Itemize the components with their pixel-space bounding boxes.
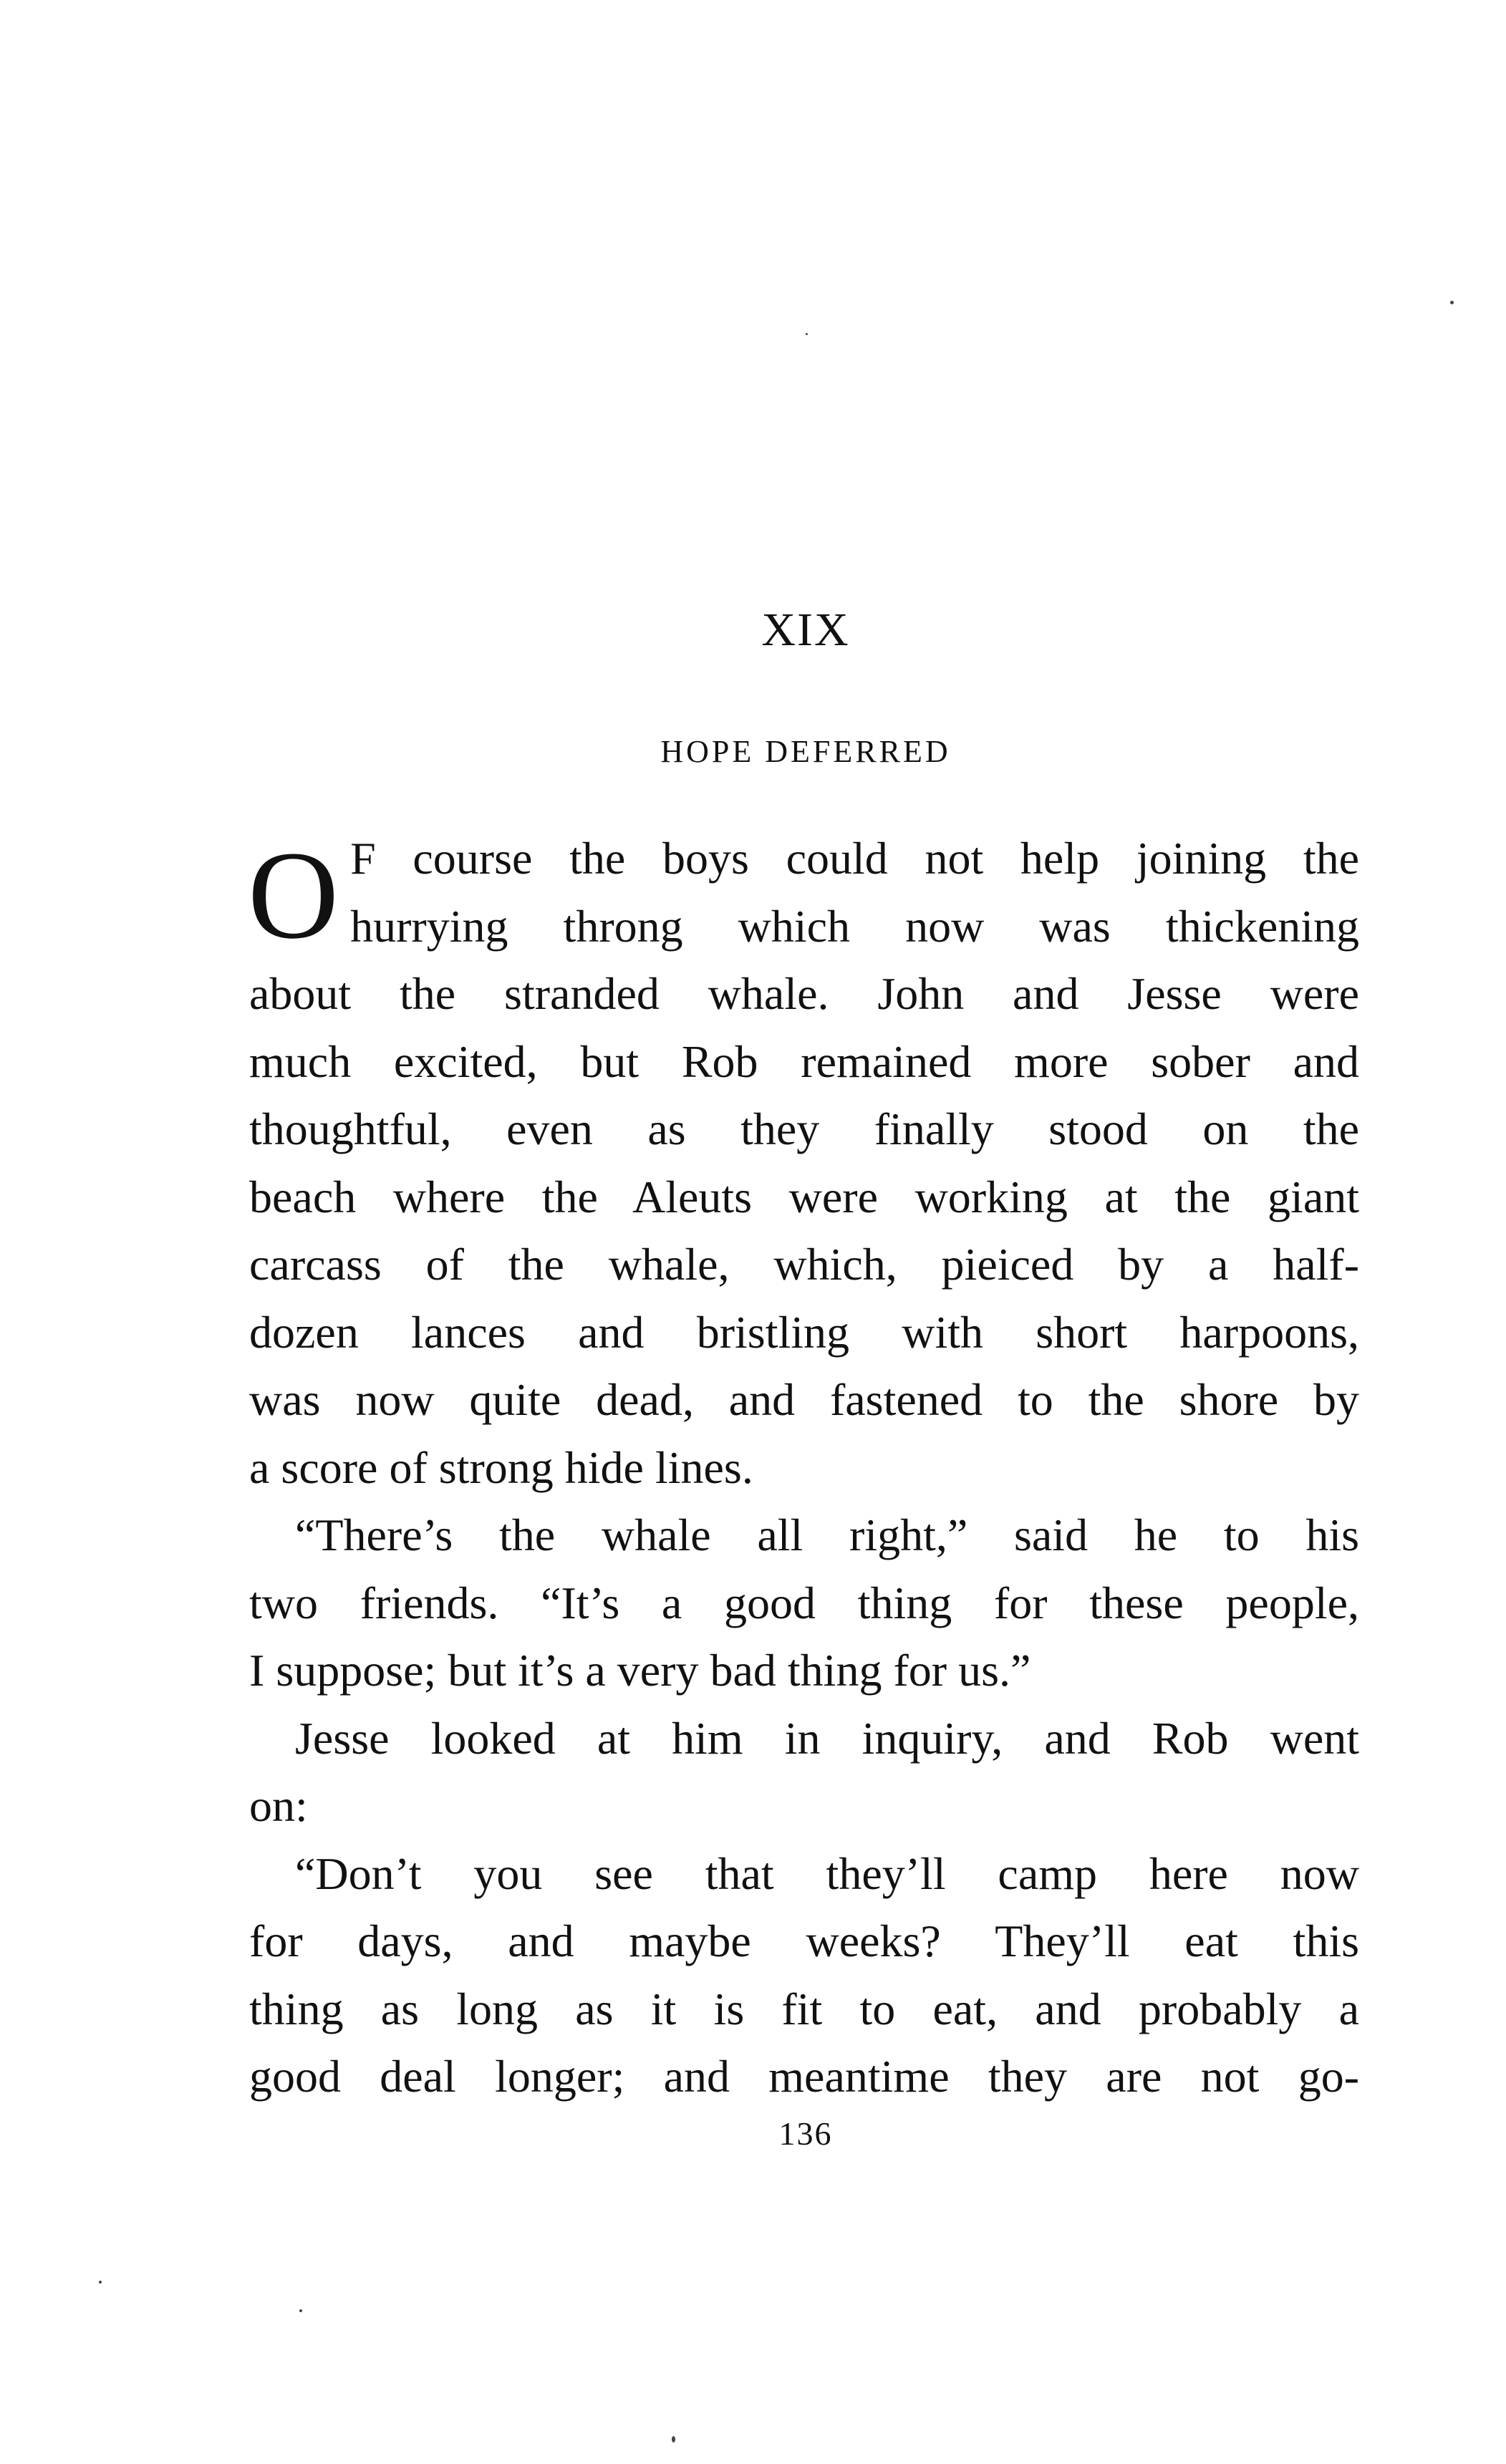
- paragraph-4-line: for days, and maybe weeks? They’ll eat this: [249, 1915, 1359, 1966]
- scan-speck: [1450, 301, 1454, 304]
- paragraph-1-line: a score of strong hide lines.: [249, 1441, 753, 1493]
- paragraph-2-line: I suppose; but it’s a very bad thing for us.”: [249, 1645, 1031, 1696]
- scan-speck: [806, 333, 808, 335]
- paragraph-1-line: F course the boys could not help joining the: [350, 833, 1359, 884]
- paragraph-1-line: about the stranded whale. John and Jesse were: [249, 968, 1359, 1019]
- paragraph-1-line: dozen lances and bristling with short harpoons,: [249, 1306, 1359, 1358]
- paragraph-1-line: beach where the Aleuts were working at the giant: [249, 1171, 1359, 1222]
- drop-cap: O: [248, 826, 339, 965]
- scan-speck: [99, 2281, 102, 2284]
- paragraph-2-line: two friends. “It’s a good thing for these people,: [249, 1577, 1359, 1628]
- page-number: 136: [778, 2115, 833, 2152]
- paragraph-2-line: “There’s the whale all right,” said he to his: [295, 1509, 1359, 1560]
- paragraph-1-line: hurrying throng which now was thickening: [350, 900, 1359, 952]
- paragraph-4-line: thing as long as it is fit to eat, and probably a: [249, 1983, 1359, 2034]
- paragraph-3-line: on:: [249, 1780, 308, 1831]
- paragraph-4-line: good deal longer; and meantime they are not go-: [249, 2051, 1359, 2102]
- scan-speck: [672, 2436, 675, 2443]
- chapter-number: XIX: [761, 604, 850, 656]
- paragraph-1-line: was now quite dead, and fastened to the shore by: [249, 1374, 1359, 1425]
- paragraph-1-line: carcass of the whale, which, pieiced by a half-: [249, 1239, 1359, 1290]
- paragraph-4-line: “Don’t you see that they’ll camp here now: [295, 1847, 1359, 1899]
- paragraph-3-line: Jesse looked at him in inquiry, and Rob went: [295, 1712, 1359, 1764]
- paragraph-1-line: much excited, but Rob remained more sober and: [249, 1035, 1359, 1087]
- body-text: [249, 825, 1359, 2111]
- paragraph-1-line: thoughtful, even as they finally stood on the: [249, 1103, 1359, 1154]
- scan-speck: [299, 2309, 302, 2312]
- chapter-title: HOPE DEFERRED: [660, 734, 951, 769]
